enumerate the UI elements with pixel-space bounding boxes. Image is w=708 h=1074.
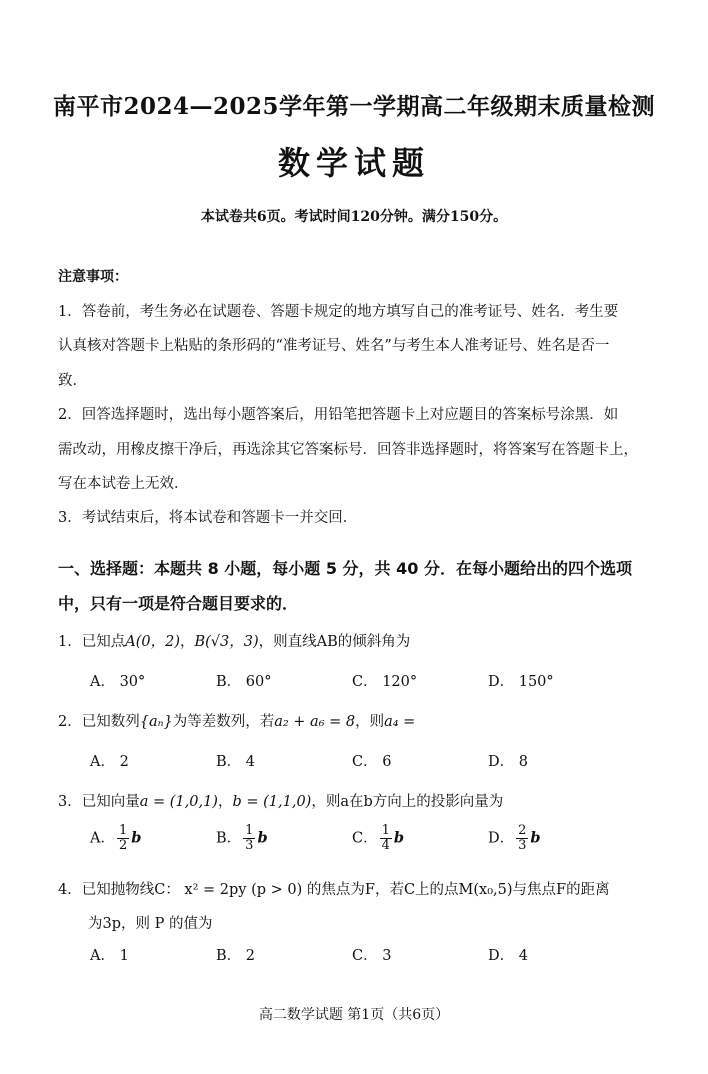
option-b: B． 4: [216, 754, 255, 770]
option-a: A． 1: [90, 948, 129, 964]
question-number: 2．: [58, 714, 82, 730]
question-number: 4．: [58, 882, 82, 898]
exam-title: 南平市2024—2025学年第一学期高二年级期末质量检测: [52, 93, 656, 120]
question-number: 3．: [58, 794, 82, 810]
section-heading: 中，只有一项是符合题目要求的．: [58, 594, 299, 613]
page-footer: 高二数学试题 第1页（共6页）: [258, 1007, 450, 1023]
exam-subject: 数学试题: [277, 144, 430, 182]
option-b: B． $\frac{1}{3}$ b: [216, 823, 268, 853]
question-2: 2．已知数列{aₙ}为等差数列，若a₂ + a₆ = 8，则a₄ =: [58, 714, 416, 730]
option-d: D． 4: [488, 948, 528, 964]
option-c: C． 120°: [352, 674, 418, 690]
section-heading: 一、选择题：本题共 8 小题，每小题 5 分，共 40 分．在每小题给出的四个选项: [58, 559, 632, 578]
question-3: 3．已知向量a = (1,0,1)，b = (1,1,0)，则a在b方向上的投影向量为: [58, 794, 504, 810]
point-a: A(0，2): [125, 634, 180, 650]
option-d: D． 8: [488, 754, 528, 770]
question-4-cont: 为3p，则 P 的值为: [88, 916, 213, 932]
point-b: B(√3，3): [194, 634, 259, 650]
notes-line: 写在本试卷上无效．: [58, 476, 189, 492]
question-number: 1．: [58, 634, 82, 650]
option-a: A． 30°: [90, 674, 146, 690]
option-d: D． 150°: [488, 674, 554, 690]
question-4: 4．已知抛物线C： x² = 2py (p > 0) 的焦点为F，若C上的点M(x₀,5)与焦点F的距离: [58, 882, 610, 898]
notes-line: 1．答卷前，考生务必在试题卷、答题卡规定的地方填写自己的准考证号、姓名．考生要: [58, 304, 619, 320]
option-a: A． $\frac{1}{2}$ b: [90, 823, 142, 853]
notes-line: 3．考试结束后，将本试卷和答题卡一并交回．: [58, 510, 358, 526]
notes-heading: 注意事项：: [58, 269, 128, 285]
notes-line: 需改动，用橡皮擦干净后，再选涂其它答案标号．回答非选择题时，将答案写在答题卡上，: [58, 442, 638, 458]
question-1: 1．已知点A(0，2)，B(√3，3)，则直线AB的倾斜角为: [58, 634, 411, 650]
option-a: A． 2: [90, 754, 129, 770]
option-b: B． 60°: [216, 674, 272, 690]
option-c: C． $\frac{1}{4}$ b: [352, 823, 405, 853]
notes-line: 2．回答选择题时，选出每小题答案后，用铅笔把答题卡上对应题目的答案标号涂黑．如: [58, 407, 619, 423]
option-b: B． 2: [216, 948, 255, 964]
exam-info: 本试卷共6页。考试时间120分钟。满分150分。: [200, 209, 508, 225]
notes-line: 致．: [58, 373, 87, 389]
option-c: C． 6: [352, 754, 392, 770]
option-c: C． 3: [352, 948, 392, 964]
option-d: D． $\frac{2}{3}$ b: [488, 823, 541, 853]
notes-line: 认真核对答题卡上粘贴的条形码的“准考证号、姓名”与考生本人准考证号、姓名是否一: [58, 338, 610, 354]
